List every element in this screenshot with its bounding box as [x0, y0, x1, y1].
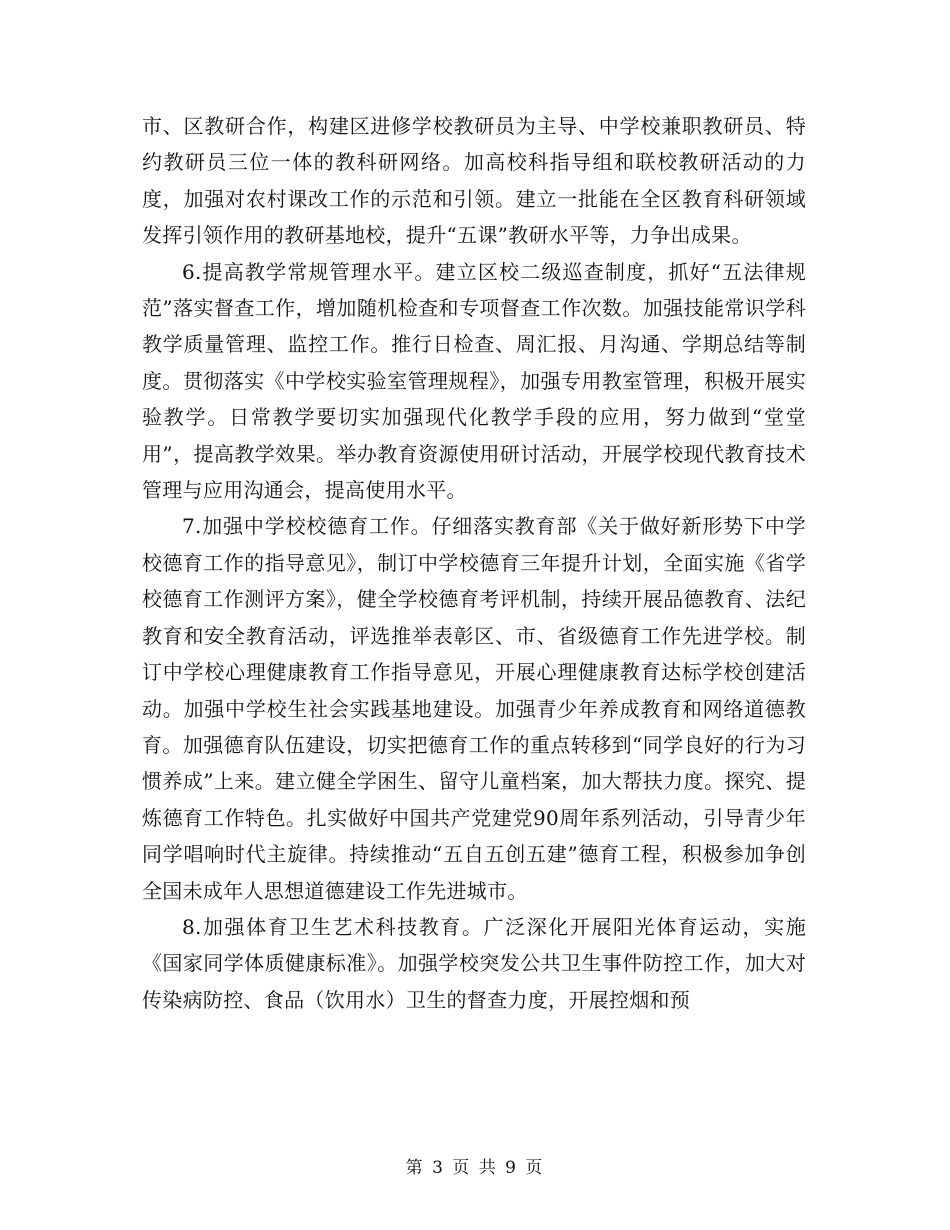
body-text: [142, 108, 806, 1018]
page-footer: 第 3 页 共 9 页: [405, 1158, 545, 1178]
paragraph-item-6: 6.提高教学常规管理水平。建立区校二级巡查制度，抓好“五法律规范”落实督查工作，增加随机检查和专项督查工作次数。加强技能常识学科教学质量管理、监控工作。推行日检查、周汇报、月沟通、学期总结等制度。贯彻落实《中学校实验室管理规程》，加强专用教室管理，积极开展实验教学。日常教学要切实加强现代化教学手段的应用，努力做到“堂堂用”，提高教学效果。举办教育资源使用研讨活动，开展学校现代教育技术管理与应用沟通会，提高使用水平。: [142, 259, 806, 503]
paragraph-item-7: 7.加强中学校校德育工作。仔细落实教育部《关于做好新形势下中学校德育工作的指导意见》，制订中学校德育三年提升计划，全面实施《省学校德育工作测评方案》，健全学校德育考评机制，持续开展品德教育、法纪教育和安全教育活动，评选推举表彰区、市、省级德育工作先进学校。制订中学校心理健康教育工作指导意见，开展心理健康教育达标学校创建活动。加强中学校生社会实践基地建设。加强青少年养成教育和网络道德教育。加强德育队伍建设，切实把德育工作的重点转移到“同学良好的行为习惯养成”上来。建立健全学困生、留守儿童档案，加大帮扶力度。探究、提炼德育工作特色。扎实做好中国共产党建党90周年系列活动，引导青少年同学唱响时代主旋律。持续推动“五自五创五建”德育工程，积极参加争创全国未成年人思想道德建设工作先进城市。: [142, 514, 806, 903]
paragraph-item-8: 8.加强体育卫生艺术科技教育。广泛深化开展阳光体育运动，实施《国家同学体质健康标准》。加强学校突发公共卫生事件防控工作，加大对传染病防控、食品（饮用水）卫生的督查力度，开展控烟和预: [142, 914, 806, 1012]
paragraph-continuation: 市、区教研合作，构建区进修学校教研员为主导、中学校兼职教研员、特约教研员三位一体的教科研网络。加高校科指导组和联校教研活动的力度，加强对农村课改工作的示范和引领。建立一批能在全区教育科研领域发挥引领作用的教研基地校，提升“五课”教研水平等，力争出成果。: [142, 114, 806, 248]
